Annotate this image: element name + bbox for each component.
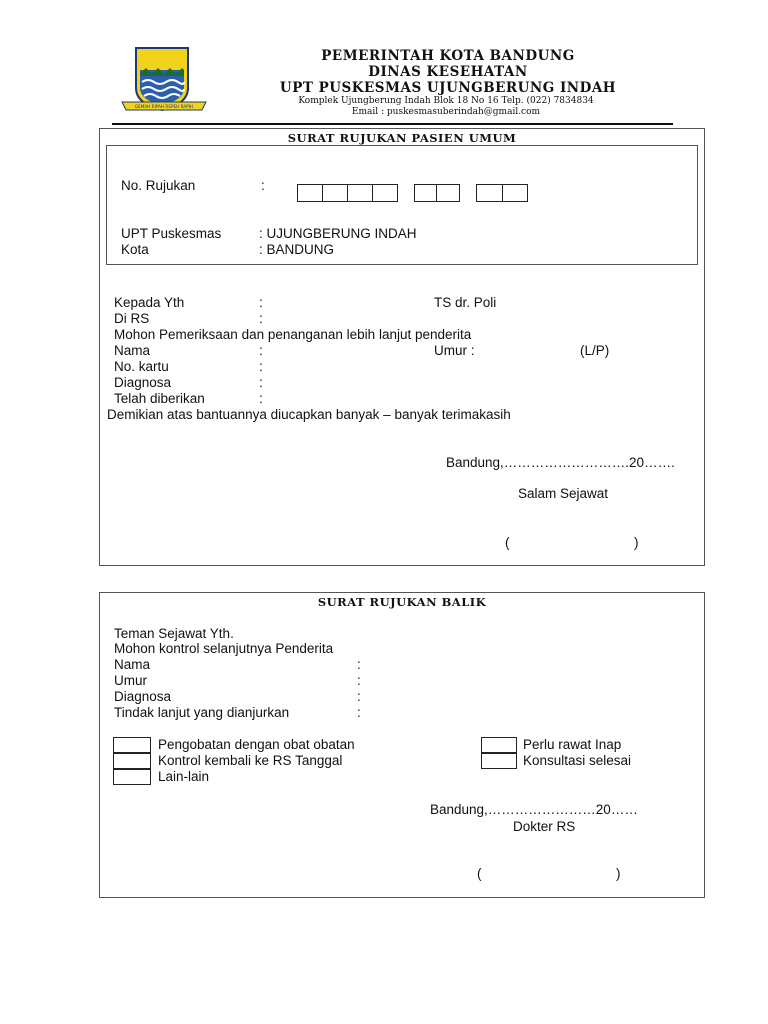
rujukan-cell[interactable]	[322, 184, 348, 202]
umur-label: Umur :	[434, 343, 475, 358]
checkbox-lain[interactable]	[113, 769, 151, 785]
option-rawat-inap: Perlu rawat Inap	[523, 737, 622, 752]
rujukan-cell[interactable]	[476, 184, 503, 202]
upt-value: : UJUNGBERUNG INDAH	[259, 226, 417, 241]
checkbox-konsultasi[interactable]	[481, 753, 517, 769]
signature-close: )	[634, 535, 639, 550]
referral-title: SURAT RUJUKAN PASIEN UMUM	[287, 131, 517, 145]
tindak-label: Tindak lanjut yang dianjurkan	[114, 705, 290, 720]
option-kontrol: Kontrol kembali ke RS Tanggal	[158, 753, 343, 768]
referral-id-box	[106, 145, 698, 265]
nama-label: Nama	[114, 657, 151, 672]
tindak-colon: :	[357, 705, 361, 720]
closing-text: Demikian atas bantuannya diucapkan banyak – banyak terimakasih	[107, 407, 511, 422]
rujukan-cell[interactable]	[414, 184, 437, 202]
date-line: Bandung,……………………….20…….	[446, 455, 675, 470]
signature-open: (	[477, 866, 482, 881]
rujukan-cell[interactable]	[436, 184, 460, 202]
dokter-rs: Dokter RS	[513, 819, 576, 834]
header-line2: DINAS KESEHATAN	[368, 64, 528, 80]
kepada-colon: :	[259, 295, 263, 310]
no-rujukan-colon: :	[261, 178, 265, 193]
kartu-colon: :	[259, 359, 263, 374]
kepada-label: Kepada Yth	[114, 295, 185, 310]
checkbox-obat[interactable]	[113, 737, 151, 753]
header-email: Email : puskesmasuberindah@gmail.com	[351, 107, 541, 117]
umur-colon: :	[357, 673, 361, 688]
dirs-label: Di RS	[114, 311, 150, 326]
header-line1: PEMERINTAH KOTA BANDUNG	[321, 48, 575, 64]
option-lain: Lain-lain	[158, 769, 210, 784]
ts-poli-label: TS dr. Poli	[434, 295, 497, 310]
gender-label: (L/P)	[580, 343, 610, 358]
nama-colon: :	[357, 657, 361, 672]
kartu-label: No. kartu	[114, 359, 169, 374]
option-obat: Pengobatan dengan obat obatan	[158, 737, 355, 752]
option-konsultasi: Konsultasi selesai	[523, 753, 632, 768]
kota-label: Kota	[121, 242, 149, 257]
rujukan-cell[interactable]	[297, 184, 323, 202]
diagnosa-colon: :	[357, 689, 361, 704]
umur-label: Umur	[114, 673, 147, 688]
dirs-colon: :	[259, 311, 263, 326]
mohon-kontrol: Mohon kontrol selanjutnya Penderita	[114, 641, 334, 656]
mohon-text: Mohon Pemeriksaan dan penanganan lebih lanjut penderita	[114, 327, 472, 342]
diagnosa-label: Diagnosa	[114, 375, 172, 390]
nama-label: Nama	[114, 343, 151, 358]
rujukan-cell[interactable]	[347, 184, 373, 202]
svg-text:GEMAH RIPAH REPEH RAPIH: GEMAH RIPAH REPEH RAPIH	[134, 104, 194, 109]
diberikan-label: Telah diberikan	[114, 391, 205, 406]
rujukan-cell[interactable]	[372, 184, 398, 202]
return-referral-title: SURAT RUJUKAN BALIK	[317, 595, 487, 609]
checkbox-rawat-inap[interactable]	[481, 737, 517, 753]
diagnosa-colon: :	[259, 375, 263, 390]
salam-sejawat: Salam Sejawat	[518, 486, 609, 501]
header-rule	[112, 123, 673, 125]
upt-label: UPT Puskesmas	[121, 226, 222, 241]
diagnosa-label: Diagnosa	[114, 689, 172, 704]
header-address: Komplek Ujungberung Indah Blok 18 No 16 Telp. (022) 7834834	[298, 96, 594, 106]
signature-close: )	[616, 866, 621, 881]
kota-value: : BANDUNG	[259, 242, 335, 257]
signature-open: (	[505, 535, 510, 550]
rujukan-cell[interactable]	[502, 184, 528, 202]
greeting: Teman Sejawat Yth.	[114, 626, 234, 641]
header-line3: UPT PUSKESMAS UJUNGBERUNG INDAH	[279, 80, 617, 96]
diberikan-colon: :	[259, 391, 263, 406]
date-line: Bandung,……………………20……	[430, 802, 638, 817]
checkbox-kontrol[interactable]	[113, 753, 151, 769]
nama-colon: :	[259, 343, 263, 358]
no-rujukan-label: No. Rujukan	[121, 178, 196, 193]
